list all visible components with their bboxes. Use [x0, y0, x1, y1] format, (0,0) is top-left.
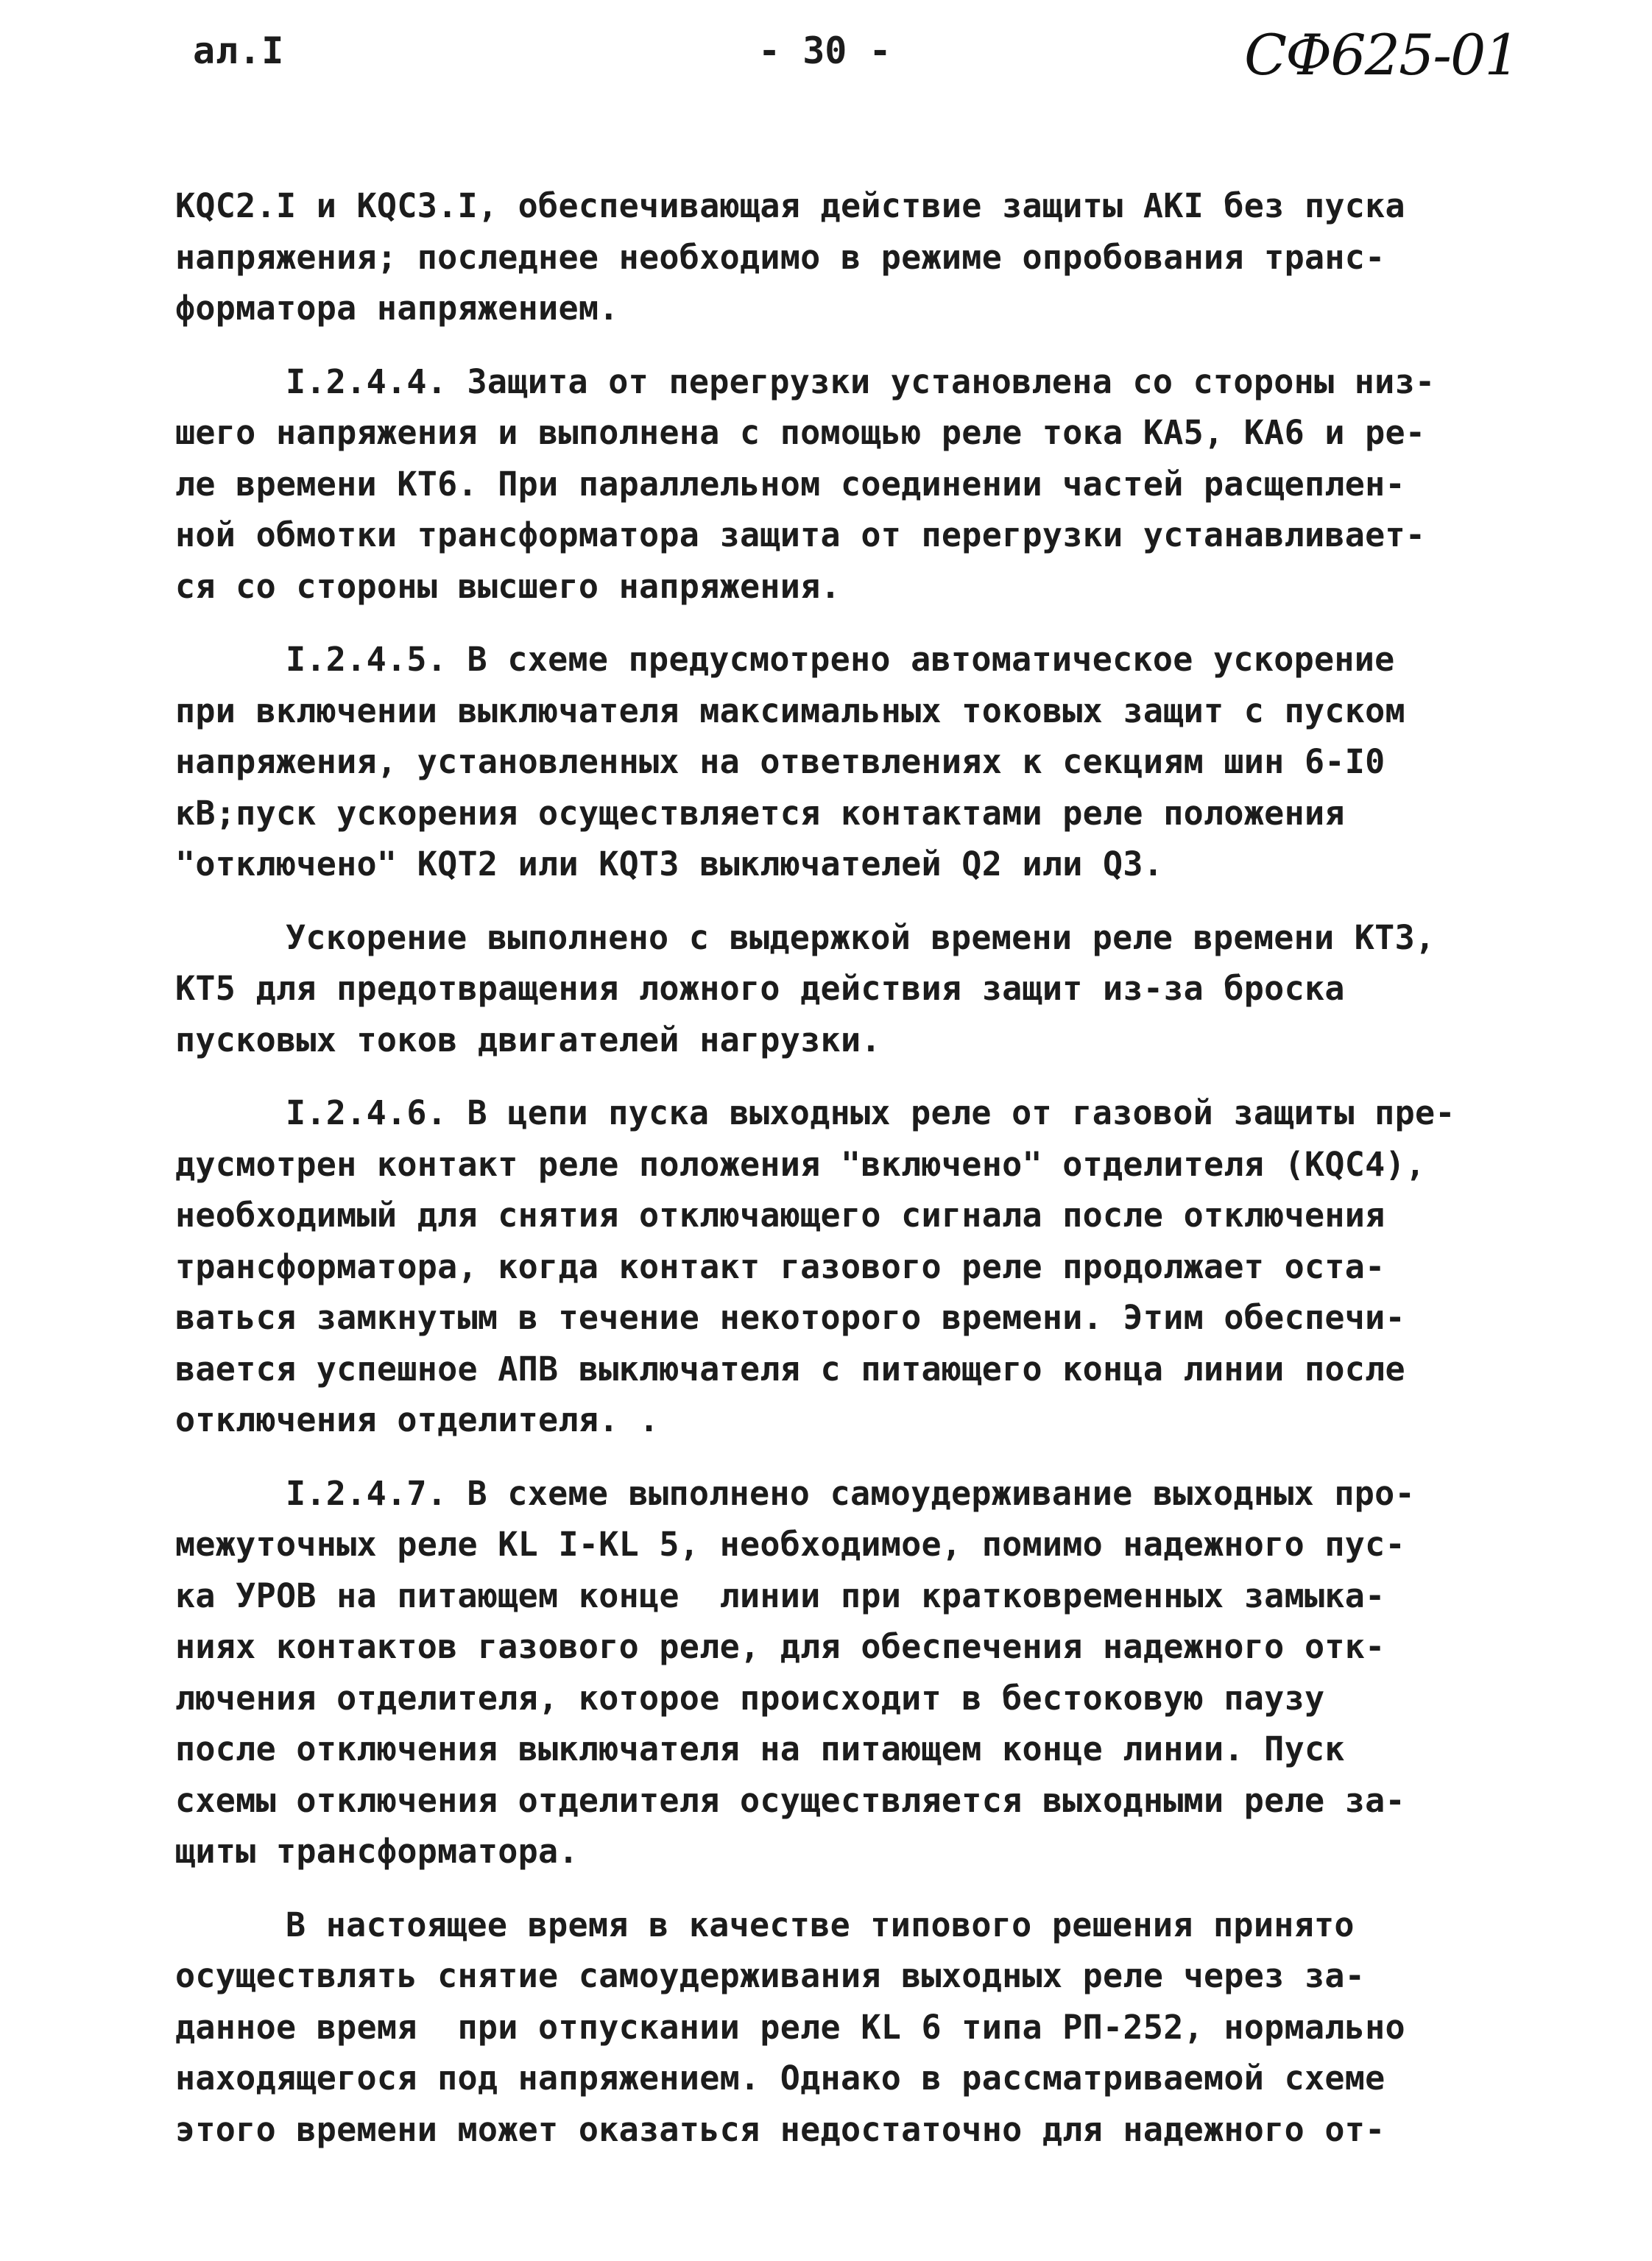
text-line: дусмотрен контакт реле положения "включено" отделителя (KQC4),: [175, 1144, 1426, 1184]
text-line: после отключения выключателя на питающем конце линии. Пуск: [175, 1729, 1345, 1768]
text-line: необходимый для снятия отключающего сигнала после отключения: [175, 1196, 1386, 1235]
text-line: схемы отключения отделителя осуществляется выходными реле за-: [175, 1780, 1405, 1820]
paragraph: [175, 912, 1500, 1066]
paragraph: [175, 1087, 1500, 1446]
text-line: при включении выключателя максимальных токовых защит с пуском: [175, 691, 1405, 730]
document-body: [175, 180, 1500, 2155]
text-line: находящегося под напряжением. Однако в рассматриваемой схеме: [175, 2059, 1386, 2098]
text-line: Ускорение выполнено с выдержкой времени реле времени КТ3,: [286, 917, 1436, 957]
page-number: - 30 -: [758, 29, 892, 72]
text-line: ваться замкнутым в течение некоторого времени. Этим обеспечи-: [175, 1298, 1405, 1337]
text-line: шего напряжения и выполнена с помощью реле тока КА5, КА6 и ре-: [175, 413, 1426, 452]
paragraph: [175, 180, 1500, 334]
text-line: межуточных реле KL I-KL 5, необходимое, помимо надежного пус-: [175, 1525, 1405, 1564]
text-line: KQC2.I и KQC3.I, обеспечивающая действие защиты АКI без пуска: [175, 186, 1405, 225]
text-line: щиты трансформатора.: [175, 1832, 579, 1871]
text-line: "отключено" KQT2 или KQT3 выключателей Q2 или Q3.: [175, 844, 1164, 883]
text-line: ся со стороны высшего напряжения.: [175, 566, 841, 606]
text-line: форматора напряжением.: [175, 289, 619, 328]
text-line: этого времени может оказаться недостаточно для надежного от-: [175, 2109, 1386, 2149]
text-line: напряжения, установленных на ответвлениях к секциям шин 6-I0: [175, 742, 1386, 781]
text-line: осуществлять снятие самоудерживания выходных реле через за-: [175, 1956, 1366, 1995]
document-code-handwritten: СФ625-01: [1244, 22, 1519, 88]
text-line: В настоящее время в качестве типового решения принято: [286, 1905, 1355, 1944]
text-line: I.2.4.6. В цепи пуска выходных реле от газовой защиты пре-: [286, 1093, 1455, 1132]
text-line: отключения отделителя. .: [175, 1400, 660, 1439]
text-line: I.2.4.5. В схеме предусмотрено автоматическое ускорение: [286, 640, 1395, 679]
sheet-label: ал.I: [193, 29, 285, 72]
text-line: ле времени КТ6. При параллельном соединении частей расщеплен-: [175, 464, 1405, 504]
text-line: ной обмотки трансформатора защита от перегрузки устанавливает-: [175, 515, 1426, 554]
page-header: [0, 22, 1652, 88]
text-line: лючения отделителя, которое происходит в бестоковую паузу: [175, 1678, 1325, 1718]
text-line: ниях контактов газового реле, для обеспечения надежного отк-: [175, 1627, 1386, 1666]
text-line: вается успешное АПВ выключателя с питающего конца линии после: [175, 1349, 1405, 1389]
text-line: кВ;пуск ускорения осуществляется контактами реле положения: [175, 793, 1345, 833]
text-line: данное время при отпускании реле KL 6 типа РП-252, нормально: [175, 2007, 1405, 2047]
text-line: пусковых токов двигателей нагрузки.: [175, 1020, 881, 1059]
paragraph: [175, 356, 1500, 613]
text-line: I.2.4.7. В схеме выполнено самоудерживание выходных про-: [286, 1473, 1415, 1513]
paragraph: [175, 1468, 1500, 1877]
paragraph: [175, 1900, 1500, 2156]
paragraph: [175, 634, 1500, 890]
text-line: напряжения; последнее необходимо в режиме опробования транс-: [175, 237, 1386, 277]
text-line: трансформатора, когда контакт газового реле продолжает оста-: [175, 1246, 1386, 1286]
text-line: КТ5 для предотвращения ложного действия защит из-за броска: [175, 969, 1345, 1008]
text-line: I.2.4.4. Защита от перегрузки установлена со стороны низ-: [286, 361, 1436, 401]
text-line: ка УРОВ на питающем конце линии при кратковременных замыка-: [175, 1576, 1386, 1615]
